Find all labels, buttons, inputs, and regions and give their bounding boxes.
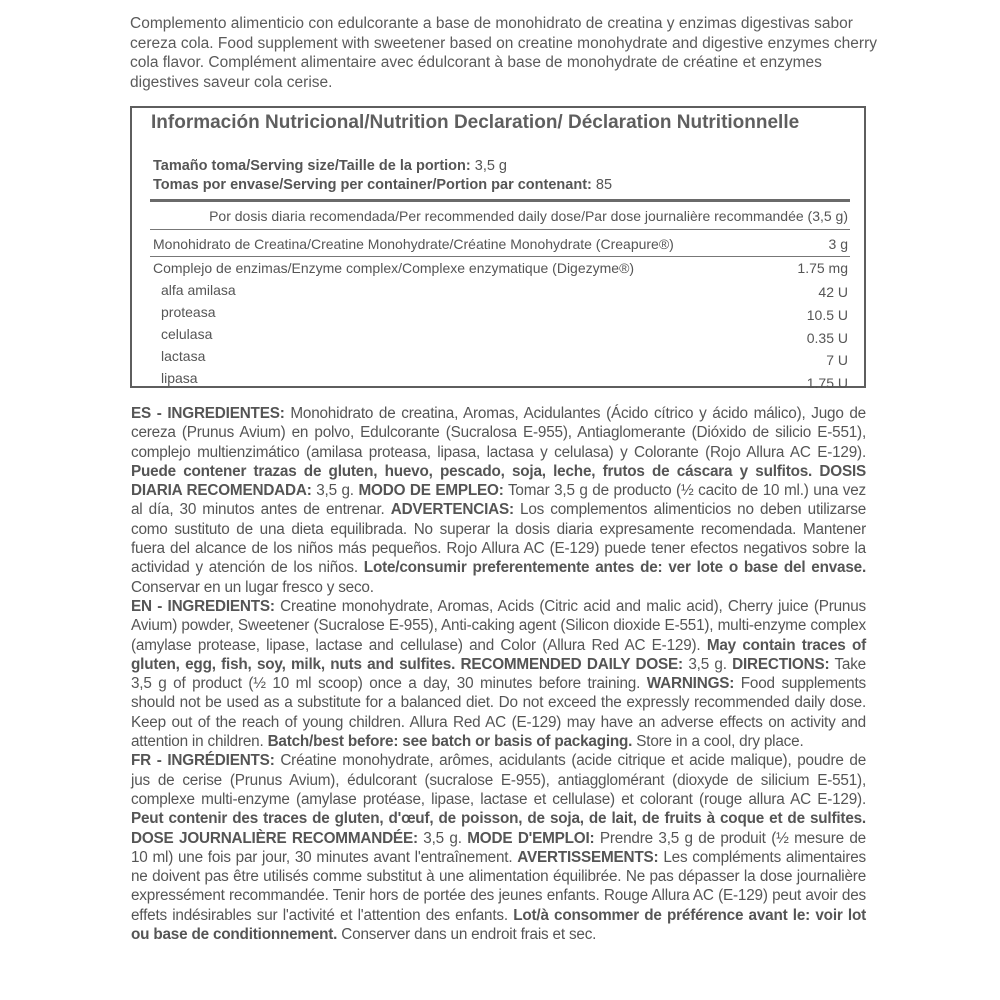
nutrient-label: Complejo de enzimas/Enzyme complex/Complexe enzymatique (Digezyme®) xyxy=(153,260,635,276)
ingredients-es xyxy=(131,404,866,597)
ingredients-en xyxy=(131,597,866,751)
divider xyxy=(150,229,850,230)
es-text: Tomar 3,5 g de producto (½ cacito de 10 ml.) una vez al día, 30 minutos antes de entrenar. xyxy=(131,482,866,519)
es-text: Conservar en un lugar fresco y seco. xyxy=(131,578,374,596)
nutrient-row xyxy=(161,325,848,346)
fr-text: Conserver dans un endroit frais et sec. xyxy=(337,926,597,944)
fr-warnings-heading: AVERTISSEMENTS: xyxy=(517,848,659,866)
nutrient-row xyxy=(153,235,848,253)
en-text: 3,5 g. xyxy=(682,655,733,673)
en-text: Store in a cool, dry place. xyxy=(632,733,804,751)
nutrient-amount: 3 g xyxy=(828,236,848,252)
es-text: Monohidrato de creatina, Aromas, Acidulantes (Ácido cítrico y ácido málico), Jugo de cereza (Prunus Avium) en polvo, Edulcorante (Sucralosa E-955), Antiaglomerante (Dióxido de silicio E-551), complejo multienzimático (amilasa proteasa, lipasa, lactasa y celulasa) y Colorante (Rojo Allura AC E-129). xyxy=(131,405,866,461)
es-text: Los complementos alimenticios no deben utilizarse como sustituto de una dieta equilibrada. No superar la dosis diaria expresamente recomendada. Mantener fuera del alcance de los niños más pequeños. Rojo Allura AC (E-129) puede tener efectos negativos sobre la actividad y atención de los niños. xyxy=(131,501,867,577)
nutrient-amount: 0.35 U xyxy=(806,330,848,346)
nutrition-facts-table xyxy=(130,106,866,391)
nutrient-label: lipasa xyxy=(161,370,198,386)
nutrient-amount: 42 U xyxy=(818,284,848,300)
nutrient-amount: 7 U xyxy=(826,352,848,368)
nutrient-label: celulasa xyxy=(161,326,213,342)
ingredients-text xyxy=(131,404,866,944)
nutrient-amount: 1.75 U xyxy=(806,375,848,391)
es-warnings-heading: ADVERTENCIAS: xyxy=(390,501,514,519)
divider xyxy=(150,256,850,257)
servings-label: Tomas por envase/Serving per container/Portion par contenant: xyxy=(153,177,592,193)
en-allergens: May contain traces of gluten, egg, fish, soy, milk, nuts and sulfites. RECOMMENDED DAILY DOSE: xyxy=(131,636,867,673)
es-text: 3,5 g. xyxy=(311,482,359,500)
serving-size xyxy=(153,157,507,175)
es-allergens: Puede contener trazas de gluten, huevo, pescado, soja, leche, frutos de cáscara y sulfitos. DOSIS DIARIA RECOMENDADA: xyxy=(131,462,866,500)
fr-directions-heading: MODE D'EMPLOI: xyxy=(467,829,595,847)
fr-batch: Lot/à consommer de préférence avant le: voir lot ou base de conditionnement. xyxy=(131,906,867,944)
dose-header: Por dosis diaria recomendada/Per recommended daily dose/Par dose journalière recommandée (3,5 g) xyxy=(209,208,848,224)
nutrition-title: Información Nutricional/Nutrition Declaration/ Déclaration Nutritionnelle xyxy=(151,112,800,133)
nutrient-row xyxy=(161,303,848,321)
en-text: Take 3,5 g of product (½ 10 ml scoop) once a day, 30 minutes before training. xyxy=(131,655,866,693)
nutrient-row xyxy=(153,259,848,277)
nutrient-row xyxy=(161,281,848,299)
fr-text: 3,5 g. xyxy=(417,829,468,847)
fr-heading: FR - INGRÉDIENTS: xyxy=(131,752,275,770)
es-batch: Lote/consumir preferentemente antes de: ver lote o base del envase. xyxy=(363,559,866,577)
es-heading: ES - INGREDIENTES: xyxy=(131,405,285,422)
en-directions-heading: DIRECTIONS: xyxy=(732,655,830,673)
en-heading: EN - INGREDIENTS: xyxy=(131,597,275,615)
es-directions-heading: MODO DE EMPLEO: xyxy=(358,482,504,500)
fr-text: Les compléments alimentaires ne doivent pas être utilisés comme substitut à une alimentation équilibrée. Ne pas dépasser la dose journalière expressément recommandée. Tenir hors de portée des jeunes enfants. Rouge Allura AC (E-129) peut avoir des effets indésirables sur l'activité et l'attention des enfants. xyxy=(131,848,866,924)
nutrient-amount: 10.5 U xyxy=(806,307,848,323)
fr-text: Prendre 3,5 g de produit (½ mesure de 10 ml) une fois par jour, 30 minutes avant l'entraînement. xyxy=(131,829,866,866)
serving-size-label: Tamaño toma/Serving size/Taille de la portion: xyxy=(153,158,471,174)
intro-text: Complemento alimenticio con edulcorante a base de monohidrato de creatina y enzimas digestivas sabor cereza cola. Food supplement with sweetener based on creatine monohydrate and digestive enzymes cherry cola flavor. Complément alimentaire avec édulcorant à base de monohydrate de créatine et enzymes digestives saveur cola cerise. xyxy=(130,15,877,91)
thick-divider xyxy=(150,199,850,202)
en-batch: Batch/best before: see batch or basis of packaging. xyxy=(267,733,633,751)
nutrient-row xyxy=(161,347,848,368)
servings-value: 85 xyxy=(595,177,613,193)
en-text: Creatine monohydrate, Aromas, Acids (Citric acid and malic acid), Cherry juice (Prunus Avium) powder, Sweetener (Sucralose E-955), Anti-caking agent (Silicon dioxide E-551), multi-enzyme complex (amylase protease, lipase, lactase and cellulase) and Color (Allura Red AC E-129). xyxy=(131,597,866,654)
ingredients-fr xyxy=(131,751,866,944)
nutrient-label: Monohidrato de Creatina/Creatine Monohydrate/Créatine Monohydrate (Creapure®) xyxy=(153,236,674,252)
nutrient-amount: 1.75 mg xyxy=(797,260,848,276)
nutrient-label: lactasa xyxy=(161,348,206,364)
intro-description xyxy=(130,14,880,92)
en-text: Food supplements should not be used as a substitute for a balanced diet. Do not exceed the expressly recommended daily dose. Keep out of the reach of young children. Allura Red AC (E-129) may have an adverse effects on activity and attention in children. xyxy=(131,675,866,751)
nutrient-label: proteasa xyxy=(161,304,216,320)
serving-size-value: 3,5 g xyxy=(474,158,507,174)
nutrient-row xyxy=(161,369,848,391)
fr-allergens: Peut contenir des traces de gluten, d'œuf, de poisson, de soja, de lait, de fruits à coque et de sulfites. DOSE JOURNALIÈRE RECOMMANDÉE: xyxy=(131,810,866,847)
fr-text: Créatine monohydrate, arômes, acidulants (acide citrique et acide malique), poudre de jus de cerise (Prunus Avium), édulcorant (sucralose E-955), antiagglomérant (dioxyde de silicium E-551), complexe multi-enzyme (amylase protéase, lipase, lactase et cellulase) et colorant (rouge allura AC E-129). xyxy=(131,752,867,808)
servings-per-container xyxy=(153,176,612,194)
en-warnings-heading: WARNINGS: xyxy=(646,675,735,693)
nutrient-label: alfa amilasa xyxy=(161,282,236,298)
